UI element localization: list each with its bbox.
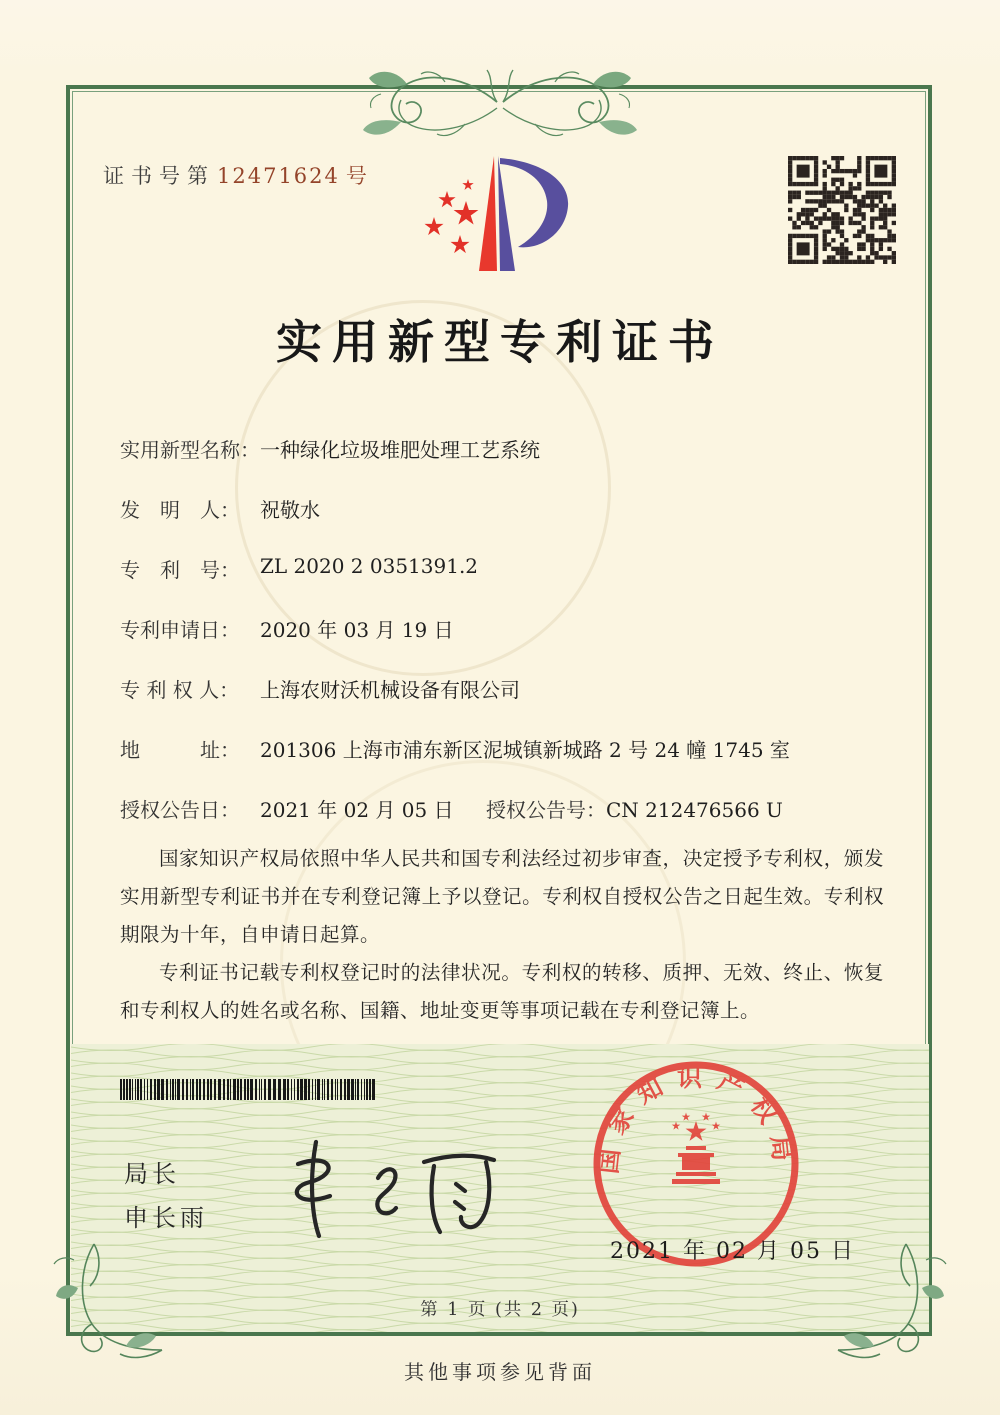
dragon-flourish-ornament-icon — [345, 60, 655, 148]
qr-code-icon — [788, 156, 896, 264]
field-row-filing-date — [120, 614, 454, 643]
barcode-icon — [120, 1079, 377, 1100]
legal-text-block — [120, 840, 884, 1030]
certificate-number-value: 12471624 — [217, 164, 340, 188]
field-label: 专利申请日： — [120, 618, 240, 642]
page-number: 第 1 页 (共 2 页) — [420, 1300, 580, 1320]
field-value: 201306 上海市浦东新区泥城镇新城路 2 号 24 幢 1745 室 — [260, 738, 790, 762]
legal-paragraph: 国家知识产权局依照中华人民共和国专利法经过初步审查，决定授予专利权，颁发实用新型专利证书并在专利登记簿上予以登记。专利权自授权公告之日起生效。专利权期限为十年，自申请日起算。 — [120, 847, 884, 946]
field-value-grant-date: 2021 年 02 月 05 日 — [260, 798, 454, 822]
officer-title: 局长 — [124, 1160, 180, 1188]
field-label: 专 利 权 人： — [120, 678, 240, 702]
legal-paragraph: 专利证书记载专利权登记时的法律状况。专利权的转移、质押、无效、终止、恢复和专利权人的姓名或名称、国籍、地址变更等事项记载在专利登记簿上。 — [120, 961, 884, 1022]
field-label: 专 利 号： — [120, 558, 240, 582]
field-label-grant-date: 授权公告日： — [120, 798, 240, 822]
certificate-number-line — [103, 160, 374, 190]
field-row-grant — [120, 794, 783, 823]
field-value: ZL 2020 2 0351391.2 — [260, 554, 479, 578]
back-side-note: 其他事项参见背面 — [404, 1360, 596, 1384]
certificate-number-suffix: 号 — [345, 164, 374, 188]
field-value: 2020 年 03 月 19 日 — [260, 618, 454, 642]
officer-name: 申长雨 — [124, 1204, 208, 1232]
certificate-title: 实用新型专利证书 — [276, 315, 724, 369]
field-value: 一种绿化垃圾堆肥处理工艺系统 — [260, 438, 540, 462]
field-label: 地 址： — [120, 738, 240, 762]
field-label: 实用新型名称： — [120, 438, 260, 462]
field-row-patent-number — [120, 554, 478, 583]
field-value: 上海农财沃机械设备有限公司 — [260, 678, 520, 702]
handwritten-signature-icon — [282, 1128, 502, 1243]
cnipa-patent-logo-icon — [416, 146, 576, 278]
field-row-invention-name — [120, 434, 540, 463]
seal-ring-text: 国家知识产权局 — [593, 1063, 799, 1176]
field-value: 祝敬水 — [260, 498, 320, 522]
field-value-grant-number: CN 212476566 U — [606, 798, 783, 822]
field-label-grant-number: 授权公告号： — [486, 798, 606, 822]
field-label: 发 明 人： — [120, 498, 240, 522]
seal-date: 2021 年 02 月 05 日 — [610, 1239, 855, 1264]
seal-emblem-building — [672, 1146, 720, 1184]
field-row-inventor — [120, 494, 320, 523]
field-row-address — [120, 734, 790, 763]
field-row-patentee — [120, 674, 520, 703]
certificate-number-label: 证书号第 — [103, 164, 215, 188]
